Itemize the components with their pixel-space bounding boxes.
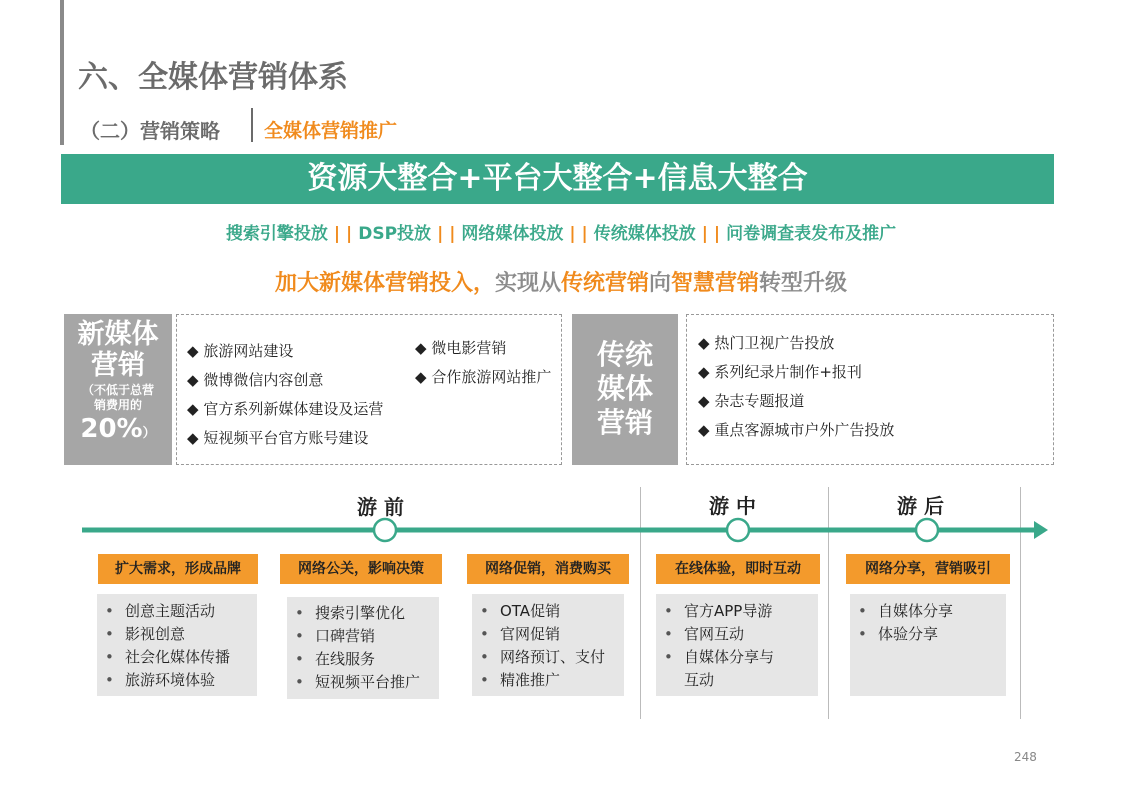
channel-separator: | | bbox=[701, 224, 721, 244]
new-media-percent-suffix: ） bbox=[142, 426, 156, 441]
list-item: ◆ 热门卫视广告投放 bbox=[698, 334, 835, 352]
stage-box bbox=[850, 594, 1006, 696]
new-media-label-line: 营销 bbox=[91, 350, 145, 381]
traditional-media-label-line: 传统 bbox=[596, 338, 653, 371]
list-item: • 短视频平台推广 bbox=[315, 671, 439, 694]
list-item: ◆ 官方系列新媒体建设及运营 bbox=[187, 400, 384, 418]
diamond-bullet-icon: ◆ bbox=[698, 392, 710, 410]
section-subtitle-highlight: 全媒体营销推广 bbox=[264, 120, 398, 142]
timeline-node bbox=[727, 519, 749, 541]
phase-label-before: 游 前 bbox=[357, 495, 404, 519]
stage-tag: 扩大需求，形成品牌 bbox=[98, 554, 258, 584]
list-item: • 精准推广 bbox=[500, 669, 624, 692]
stage-tag: 网络分享，营销吸引 bbox=[846, 554, 1010, 584]
channel-separator: | | bbox=[437, 224, 456, 244]
list-item: • 创意主题活动 bbox=[125, 600, 257, 623]
traditional-media-label-line: 营销 bbox=[596, 406, 653, 439]
list-item: • 体验分享 bbox=[878, 623, 1006, 646]
diamond-bullet-icon: ◆ bbox=[187, 342, 199, 360]
list-item: • 自媒体分享与互动 bbox=[684, 646, 788, 692]
diamond-bullet-icon: ◆ bbox=[187, 371, 199, 389]
channel-item: 网络媒体投放 bbox=[461, 224, 564, 244]
diamond-bullet-icon: ◆ bbox=[187, 400, 199, 418]
slogan-part: 智慧营销 bbox=[671, 271, 760, 296]
channel-item: 搜索引擎投放 bbox=[225, 224, 328, 244]
section-subtitle: （二）营销策略 bbox=[80, 119, 220, 143]
stage-tag: 网络公关，影响决策 bbox=[280, 554, 442, 584]
channel-separator: | | bbox=[569, 224, 588, 244]
diamond-bullet-icon: ◆ bbox=[415, 339, 427, 357]
new-media-label-line: 新媒体 bbox=[77, 319, 159, 350]
timeline-node bbox=[374, 519, 396, 541]
diamond-bullet-icon: ◆ bbox=[187, 429, 199, 447]
list-item: • 官网互动 bbox=[684, 623, 788, 646]
list-item: • 影视创意 bbox=[125, 623, 257, 646]
list-item: • 自媒体分享 bbox=[878, 600, 1006, 623]
timeline-node bbox=[916, 519, 938, 541]
phase-label-during: 游 中 bbox=[709, 494, 756, 518]
list-item: • 官方APP导游 bbox=[684, 600, 788, 623]
stage-box bbox=[472, 594, 624, 696]
slogan-part: 转型升级 bbox=[759, 271, 848, 296]
page-title: 六、全媒体营销体系 bbox=[78, 60, 348, 95]
arrowhead-icon bbox=[1034, 521, 1048, 539]
slogan-part: 传统营销 bbox=[560, 271, 649, 296]
slogan-part: 向 bbox=[649, 271, 672, 296]
stage-box bbox=[287, 597, 439, 699]
phase-label-after: 游 后 bbox=[897, 494, 944, 518]
list-item: ◆ 系列纪录片制作+报刊 bbox=[698, 363, 862, 381]
list-item: • OTA促销 bbox=[500, 600, 624, 623]
diamond-bullet-icon: ◆ bbox=[698, 363, 710, 381]
new-media-percent: 20% bbox=[80, 414, 143, 444]
integration-banner: 资源大整合+平台大整合+信息大整合 bbox=[61, 154, 1054, 204]
diamond-bullet-icon: ◆ bbox=[698, 334, 710, 352]
stage-box bbox=[97, 594, 257, 696]
list-item: ◆ 合作旅游网站推广 bbox=[415, 368, 552, 386]
channel-list bbox=[0, 219, 1122, 244]
diamond-bullet-icon: ◆ bbox=[415, 368, 427, 386]
traditional-media-label-box bbox=[572, 314, 678, 465]
new-media-label-box bbox=[64, 314, 172, 465]
list-item: • 搜索引擎优化 bbox=[315, 602, 439, 625]
strategy-slogan bbox=[0, 266, 1122, 297]
list-item: • 社会化媒体传播 bbox=[125, 646, 257, 669]
list-item: • 网络预订、支付 bbox=[500, 646, 624, 669]
traditional-media-label-line: 媒体 bbox=[596, 372, 653, 405]
list-item: • 旅游环境体验 bbox=[125, 669, 257, 692]
timeline-arrow bbox=[0, 515, 1122, 545]
channel-separator: | | bbox=[333, 224, 353, 244]
channel-item: DSP投放 bbox=[358, 224, 432, 244]
stage-tag: 网络促销，消费购买 bbox=[467, 554, 629, 584]
list-item: ◆ 旅游网站建设 bbox=[187, 342, 294, 360]
list-item: • 在线服务 bbox=[315, 648, 439, 671]
channel-item: 问卷调查表发布及推广 bbox=[726, 224, 897, 244]
title-accent-bar bbox=[60, 0, 64, 145]
stage-box bbox=[656, 594, 818, 696]
page-number: 248 bbox=[1014, 750, 1037, 764]
list-item: ◆ 短视频平台官方账号建设 bbox=[187, 429, 369, 447]
list-item: • 官网促销 bbox=[500, 623, 624, 646]
stage-tag: 在线体验，即时互动 bbox=[656, 554, 820, 584]
list-item: ◆ 微电影营销 bbox=[415, 339, 507, 357]
slogan-part: 加大新媒体营销投入， bbox=[274, 271, 495, 296]
subtitle-divider bbox=[251, 108, 253, 142]
new-media-note: （不低于总营 bbox=[81, 383, 154, 397]
channel-item: 传统媒体投放 bbox=[593, 224, 696, 244]
list-item: • 口碑营销 bbox=[315, 625, 439, 648]
list-item: ◆ 重点客源城市户外广告投放 bbox=[698, 421, 895, 439]
new-media-note: 销费用的 bbox=[93, 398, 142, 412]
list-item: ◆ 杂志专题报道 bbox=[698, 392, 805, 410]
slogan-part: 实现从 bbox=[494, 271, 561, 296]
diamond-bullet-icon: ◆ bbox=[698, 421, 710, 439]
list-item: ◆ 微博微信内容创意 bbox=[187, 371, 324, 389]
